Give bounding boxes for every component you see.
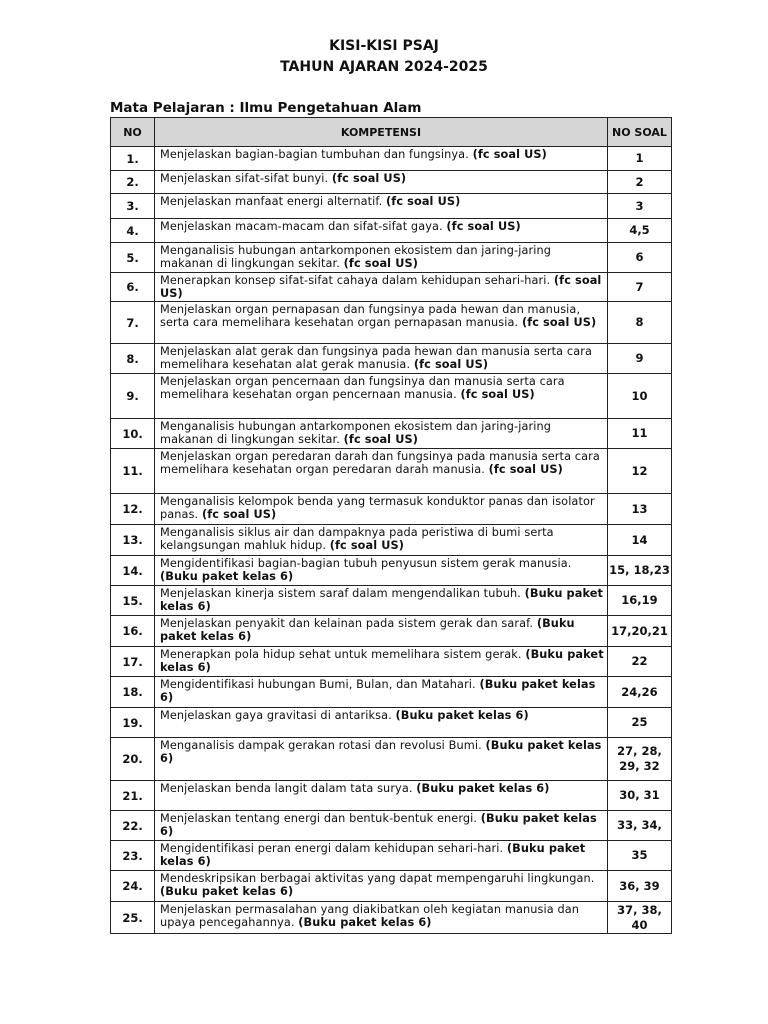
source-reference: (fc soal US) — [201, 508, 277, 522]
table-row — [111, 677, 672, 708]
competency-text: Mengidentifikasi peran energi dalam kehidupan sehari-hari. — [160, 842, 504, 855]
competency-cell — [155, 708, 608, 738]
table-row — [111, 243, 672, 273]
row-number: 11. — [111, 449, 155, 494]
competency-cell — [155, 194, 608, 219]
source-reference: (Buku paket kelas 6) — [160, 678, 596, 705]
competency-cell — [155, 374, 608, 419]
row-number: 18. — [111, 677, 155, 708]
table-row — [111, 781, 672, 811]
subject-label: Mata Pelajaran : Ilmu Pengetahuan Alam — [110, 100, 422, 116]
source-reference: (Buku paket kelas 6) — [160, 739, 602, 766]
row-number: 9. — [111, 374, 155, 419]
table-row — [111, 871, 672, 902]
row-number: 12. — [111, 494, 155, 525]
question-numbers: 3 — [608, 194, 672, 219]
row-number: 15. — [111, 586, 155, 616]
row-number: 3. — [111, 194, 155, 219]
table-row — [111, 556, 672, 586]
question-numbers: 24,26 — [608, 677, 672, 708]
competency-text: Menjelaskan macam-macam dan sifat-sifat gaya. — [160, 220, 443, 233]
table-body — [111, 147, 672, 934]
source-reference: (Buku paket kelas 6) — [298, 916, 432, 930]
source-reference: (fc soal US) — [343, 433, 418, 447]
table-row — [111, 302, 672, 344]
source-reference: (Buku paket kelas 6) — [160, 842, 586, 869]
source-reference: (Buku paket kelas 6) — [395, 709, 529, 722]
row-number: 16. — [111, 616, 155, 647]
competency-cell — [155, 871, 608, 902]
competency-text: Menjelaskan organ peredaran darah dan fungsinya pada manusia serta cara memelihara kesehatan organ peredaran darah manusia. — [160, 450, 600, 477]
competency-cell — [155, 344, 608, 374]
table-row — [111, 902, 672, 934]
source-reference: (Buku paket kelas 6) — [160, 648, 604, 675]
competency-text: Mengidentifikasi hubungan Bumi, Bulan, dan Matahari. — [160, 678, 476, 691]
competency-cell — [155, 586, 608, 616]
row-number: 4. — [111, 219, 155, 243]
competency-text: Menjelaskan permasalahan yang diakibatkan oleh kegiatan manusia dan upaya pencegahannya. — [160, 903, 580, 930]
table-row — [111, 171, 672, 194]
table-row — [111, 494, 672, 525]
question-numbers: 4,5 — [608, 219, 672, 243]
row-number: 17. — [111, 647, 155, 677]
competency-cell — [155, 738, 608, 781]
question-numbers: 14 — [608, 525, 672, 556]
competency-text: Menjelaskan manfaat energi alternatif. — [160, 195, 383, 208]
competency-cell — [155, 219, 608, 243]
competency-text: Menjelaskan benda langit dalam tata surya. — [160, 782, 413, 795]
competency-cell — [155, 677, 608, 708]
competency-text: Menganalisis siklus air dan dampaknya pada peristiwa di bumi serta kelangsungan mahluk hidup. — [160, 526, 554, 553]
competency-cell — [155, 811, 608, 841]
competency-text: Mengidentifikasi bagian-bagian tubuh penyusun sistem gerak manusia. — [160, 557, 572, 570]
source-reference: (Buku paket kelas 6) — [416, 782, 550, 795]
header-no: NO — [111, 118, 155, 147]
table-row — [111, 708, 672, 738]
competency-cell — [155, 781, 608, 811]
source-reference: (fc soal US) — [331, 172, 407, 185]
doc-title: KISI-KISI PSAJ — [329, 38, 439, 54]
table-row — [111, 586, 672, 616]
competency-cell — [155, 243, 608, 273]
competency-text: Menjelaskan penyakit dan kelainan pada sistem gerak dan saraf. — [160, 617, 534, 630]
competency-text: Menganalisis dampak gerakan rotasi dan revolusi Bumi. — [160, 739, 482, 752]
row-number: 1. — [111, 147, 155, 171]
table-header-row — [111, 118, 672, 147]
competency-cell — [155, 449, 608, 494]
competency-text: Menjelaskan bagian-bagian tumbuhan dan fungsinya. — [160, 148, 469, 161]
competency-cell — [155, 147, 608, 171]
row-number: 14. — [111, 556, 155, 586]
row-number: 7. — [111, 302, 155, 344]
question-numbers: 12 — [608, 449, 672, 494]
question-numbers: 7 — [608, 273, 672, 302]
source-reference: (fc soal US) — [386, 195, 461, 208]
competency-cell — [155, 273, 608, 302]
table-row — [111, 219, 672, 243]
doc-subtitle: TAHUN AJARAN 2024-2025 — [280, 59, 488, 75]
question-numbers: 1 — [608, 147, 672, 171]
competency-cell — [155, 841, 608, 871]
competency-cell — [155, 171, 608, 194]
table-row — [111, 841, 672, 871]
question-numbers: 16,19 — [608, 586, 672, 616]
table-row — [111, 738, 672, 781]
table-row — [111, 147, 672, 171]
source-reference: (fc soal US) — [521, 316, 597, 330]
row-number: 21. — [111, 781, 155, 811]
question-numbers: 9 — [608, 344, 672, 374]
row-number: 25. — [111, 902, 155, 934]
table-row — [111, 419, 672, 449]
competency-text: Menjelaskan kinerja sistem saraf dalam mengendalikan tubuh. — [160, 587, 521, 600]
source-reference: (fc soal US) — [488, 463, 563, 477]
competency-text: Menjelaskan alat gerak dan fungsinya pada hewan dan manusia serta cara memelihara kesehatan alat gerak manusia. — [160, 345, 592, 372]
row-number: 8. — [111, 344, 155, 374]
row-number: 22. — [111, 811, 155, 841]
row-number: 5. — [111, 243, 155, 273]
header-no-soal: NO SOAL — [608, 118, 672, 147]
header-kompetensi: KOMPETENSI — [155, 118, 608, 147]
competency-text: Menjelaskan organ pernapasan dan fungsinya pada hewan dan manusia, serta cara memelihara kesehatan organ pernapasan manusia. — [160, 303, 581, 330]
question-numbers: 27, 28, 29, 32 — [608, 738, 672, 781]
competency-text: Menganalisis hubungan antarkomponen ekosistem dan jaring-jaring makanan di lingkungan sekitar. — [160, 244, 551, 271]
competency-table — [110, 117, 672, 934]
source-reference: (fc soal US) — [472, 148, 547, 161]
competency-cell — [155, 525, 608, 556]
table-row — [111, 194, 672, 219]
question-numbers: 8 — [608, 302, 672, 344]
row-number: 10. — [111, 419, 155, 449]
source-reference: (fc soal US) — [446, 220, 521, 233]
table-row — [111, 811, 672, 841]
row-number: 13. — [111, 525, 155, 556]
source-reference: (Buku paket kelas 6) — [160, 570, 294, 584]
source-reference: (fc soal US) — [329, 539, 405, 553]
question-numbers: 25 — [608, 708, 672, 738]
source-reference: (fc soal US) — [460, 388, 535, 402]
source-reference: (Buku paket kelas 6) — [160, 885, 294, 899]
competency-cell — [155, 902, 608, 934]
table-row — [111, 647, 672, 677]
row-number: 6. — [111, 273, 155, 302]
competency-cell — [155, 419, 608, 449]
competency-text: Menjelaskan gaya gravitasi di antariksa. — [160, 709, 392, 722]
competency-text: Menerapkan konsep sifat-sifat cahaya dalam kehidupan sehari-hari. — [160, 274, 551, 287]
competency-cell — [155, 647, 608, 677]
row-number: 20. — [111, 738, 155, 781]
question-numbers: 37, 38, 40 — [608, 902, 672, 934]
competency-text: Menjelaskan organ pencernaan dan fungsinya dan manusia serta cara memelihara kesehatan organ pencernaan manusia. — [160, 375, 565, 402]
source-reference: (Buku paket kelas 6) — [160, 812, 597, 839]
question-numbers: 15, 18,23 — [608, 556, 672, 586]
source-reference: (fc soal US) — [413, 358, 489, 372]
row-number: 24. — [111, 871, 155, 902]
competency-text: Mendeskripsikan berbagai aktivitas yang dapat mempengaruhi lingkungan. — [160, 872, 595, 885]
table-row — [111, 525, 672, 556]
source-reference: (Buku paket kelas 6) — [160, 617, 575, 644]
competency-text: Menerapkan pola hidup sehat untuk memelihara sistem gerak. — [160, 648, 522, 661]
source-reference: (fc soal US) — [343, 257, 418, 271]
source-reference: (Buku paket kelas 6) — [160, 587, 604, 614]
competency-text: Menganalisis hubungan antarkomponen ekosistem dan jaring-jaring makanan di lingkungan sekitar. — [160, 420, 551, 447]
table-row — [111, 449, 672, 494]
question-numbers: 17,20,21 — [608, 616, 672, 647]
row-number: 19. — [111, 708, 155, 738]
competency-text: Menjelaskan sifat-sifat bunyi. — [160, 172, 329, 185]
table-row — [111, 616, 672, 647]
table-row — [111, 374, 672, 419]
competency-cell — [155, 302, 608, 344]
question-numbers: 2 — [608, 171, 672, 194]
row-number: 23. — [111, 841, 155, 871]
question-numbers: 11 — [608, 419, 672, 449]
table-row — [111, 273, 672, 302]
question-numbers: 30, 31 — [608, 781, 672, 811]
question-numbers: 6 — [608, 243, 672, 273]
question-numbers: 10 — [608, 374, 672, 419]
question-numbers: 36, 39 — [608, 871, 672, 902]
question-numbers: 13 — [608, 494, 672, 525]
competency-cell — [155, 494, 608, 525]
question-numbers: 22 — [608, 647, 672, 677]
row-number: 2. — [111, 171, 155, 194]
table-row — [111, 344, 672, 374]
competency-cell — [155, 556, 608, 586]
competency-text: Menganalisis kelompok benda yang termasuk konduktor panas dan isolator panas. — [160, 495, 595, 522]
question-numbers: 35 — [608, 841, 672, 871]
competency-cell — [155, 616, 608, 647]
question-numbers: 33, 34, — [608, 811, 672, 841]
competency-text: Menjelaskan tentang energi dan bentuk-bentuk energi. — [160, 812, 478, 825]
source-reference: (fc soal US) — [160, 274, 602, 301]
